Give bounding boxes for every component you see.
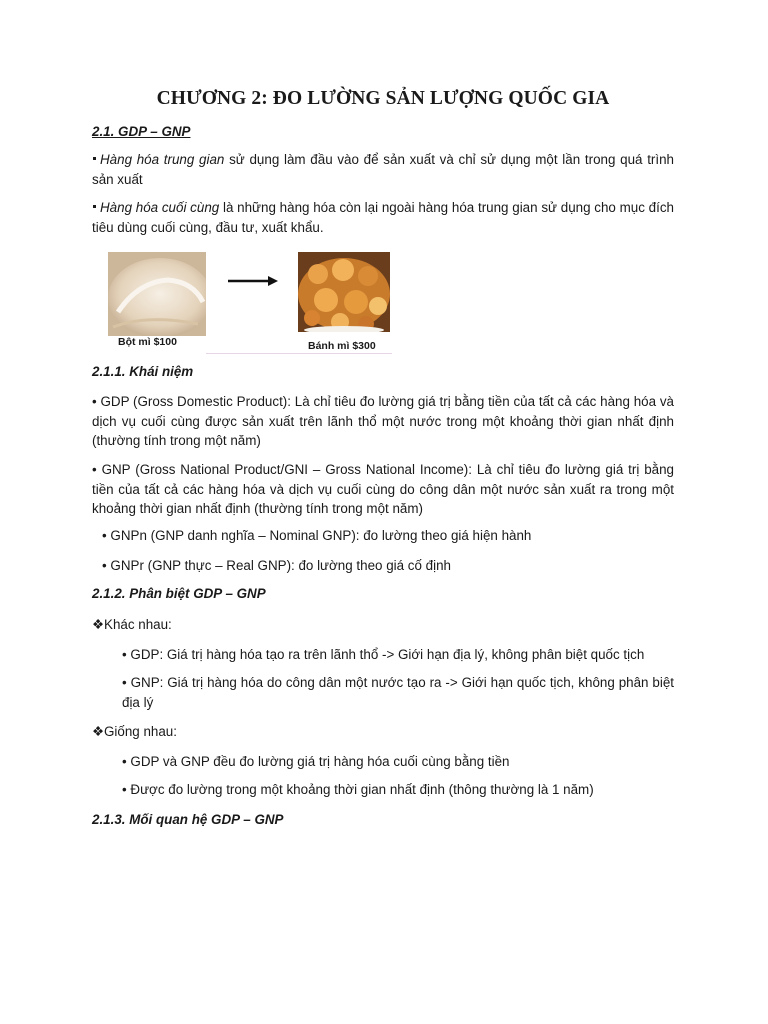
section-2-1-heading: 2.1. GDP – GNP (92, 124, 191, 139)
similarity-text-2: Được đo lường trong một khoảng thời gian nhất định (thông thường là 1 năm) (130, 782, 594, 797)
differences-heading (92, 615, 492, 635)
final-goods-term: Hàng hóa cuối cùng (100, 200, 220, 215)
flour-caption: Bột mì $100 (118, 336, 177, 348)
similarities-label: Giống nhau: (104, 724, 177, 739)
gdp-definition: • GDP (Gross Domestic Product): Là chỉ tiêu đo lường giá trị bằng tiền của tất cả các hàng hóa và dịch vụ cuối cùng được sản xuất trên lãnh thổ một nước trong một khoảng thời gian nhất định (thường tính trong một năm) (92, 394, 674, 448)
section-2-1-1-heading: 2.1.1. Khái niệm (92, 364, 194, 379)
figure-divider (206, 353, 392, 354)
flour-to-bread-figure (108, 252, 390, 356)
gnpn-text: GNPn (GNP danh nghĩa – Nominal GNP): đo lường theo giá hiện hành (110, 528, 532, 543)
diamond-bullet-icon: ❖ (92, 617, 105, 632)
gnpn-item (102, 526, 662, 546)
flour-image (108, 252, 206, 336)
bullet-icon: • (122, 647, 131, 662)
difference-gnp-item (122, 673, 674, 712)
chapter-title: CHƯƠNG 2: ĐO LƯỜNG SẢN LƯỢNG QUỐC GIA (156, 88, 610, 109)
gnp-definition: • GNP (Gross National Product/GNI – Gross National Income): Là chỉ tiêu đo lường giá trị bằng tiền của tất cả các hàng hóa và dịch vụ cuối cùng do công dân một nước sản xuất ra trong một khoảng thời gian nhất định (thường tính trong một năm) (92, 462, 674, 516)
bread-image (298, 252, 390, 332)
differences-label: Khác nhau: (104, 617, 172, 632)
square-bullet-icon (93, 157, 96, 160)
difference-gnp-text: GNP: Giá trị hàng hóa do công dân một nước tạo ra -> Giới hạn quốc tịch, không phân biệt địa lý (122, 675, 674, 710)
gnpr-text: GNPr (GNP thực – Real GNP): đo lường theo giá cố định (110, 558, 451, 573)
final-goods-paragraph (92, 198, 674, 237)
section-2-1-3-heading: 2.1.3. Mối quan hệ GDP – GNP (92, 812, 284, 827)
similarity-item-1 (122, 752, 674, 772)
diamond-bullet-icon: ❖ (92, 724, 105, 739)
gnpr-item (102, 556, 662, 576)
similarity-item-2 (122, 780, 674, 800)
difference-gdp-text: GDP: Giá trị hàng hóa tạo ra trên lãnh thổ -> Giới hạn địa lý, không phân biệt quốc tịch (130, 647, 645, 662)
section-2-1-2-heading: 2.1.2. Phân biệt GDP – GNP (92, 586, 266, 601)
bullet-icon: • (122, 754, 131, 769)
square-bullet-icon (93, 205, 96, 208)
intermediate-goods-term: Hàng hóa trung gian (100, 152, 225, 167)
bullet-icon: • (122, 782, 131, 797)
final-goods-text: là những hàng hóa còn lại ngoài hàng hóa trung gian sử dụng cho mục đích tiêu dùng cuối cùng, đầu tư, xuất khẩu. (92, 200, 674, 235)
similarity-text-1: GDP và GNP đều đo lường giá trị hàng hóa cuối cùng bằng tiền (130, 754, 510, 769)
difference-gdp-item (122, 645, 674, 665)
intermediate-goods-text: sử dụng làm đầu vào để sản xuất và chỉ sử dụng một lần trong quá trình sản xuất (92, 152, 674, 187)
similarities-heading (92, 722, 492, 742)
bread-caption: Bánh mì $300 (308, 340, 376, 352)
bullet-icon: • (122, 675, 131, 690)
arrow-right-icon (226, 276, 278, 286)
intermediate-goods-paragraph (92, 150, 674, 189)
bullet-icon: • (102, 558, 111, 573)
bullet-icon: • (102, 528, 111, 543)
